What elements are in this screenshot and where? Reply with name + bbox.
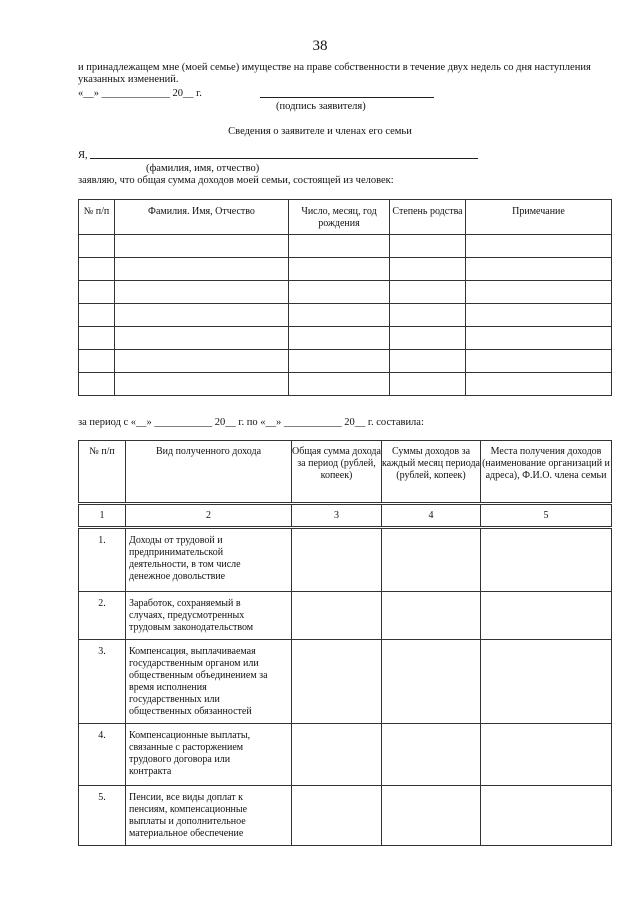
table-cell[interactable] xyxy=(292,724,382,786)
table-cell[interactable] xyxy=(289,350,390,373)
table-row xyxy=(79,528,612,592)
table-row xyxy=(79,281,612,304)
table-cell[interactable] xyxy=(79,258,115,281)
income-kind: Доходы от трудовой и предпринимательской деятельности, в том числе денежное довольствие xyxy=(126,528,292,592)
family-table-header xyxy=(79,200,612,235)
table-row xyxy=(79,258,612,281)
table-cell[interactable] xyxy=(115,327,289,350)
table-cell[interactable] xyxy=(115,281,289,304)
table-cell[interactable] xyxy=(466,373,612,396)
income-kind: Пенсии, все виды доплат к пенсиям, компенсационные выплаты и дополнительное материальное обеспечение xyxy=(126,786,292,846)
date-line: «__» _____________ 20__ г. xyxy=(78,88,202,99)
table-cell[interactable] xyxy=(481,640,612,724)
table-row xyxy=(79,724,612,786)
table-cell[interactable] xyxy=(390,350,466,373)
table-row xyxy=(79,327,612,350)
family-header-birthdate: Число, месяц, год рождения xyxy=(289,200,390,235)
table-cell[interactable] xyxy=(289,327,390,350)
table-cell[interactable] xyxy=(390,281,466,304)
table-cell[interactable] xyxy=(481,786,612,846)
family-table xyxy=(78,199,612,396)
column-number: 4 xyxy=(382,504,481,528)
income-table-header xyxy=(79,441,612,504)
table-cell[interactable] xyxy=(115,373,289,396)
row-number: 3. xyxy=(79,640,126,724)
table-cell[interactable] xyxy=(289,281,390,304)
column-number: 5 xyxy=(481,504,612,528)
income-header-num: № п/п xyxy=(79,441,126,504)
applicant-caption: (фамилия, имя, отчество) xyxy=(146,163,260,174)
table-cell[interactable] xyxy=(289,304,390,327)
table-cell[interactable] xyxy=(292,528,382,592)
period-line: за период с «__» ___________ 20__ г. по «__» ___________ 20__ г. составила: xyxy=(78,417,424,428)
table-cell[interactable] xyxy=(115,258,289,281)
table-cell[interactable] xyxy=(466,350,612,373)
row-number: 2. xyxy=(79,592,126,640)
table-cell[interactable] xyxy=(115,350,289,373)
table-cell[interactable] xyxy=(466,281,612,304)
table-cell[interactable] xyxy=(390,304,466,327)
income-header-total: Общая сумма дохода за период (рублей, копеек) xyxy=(292,441,382,504)
table-cell[interactable] xyxy=(382,724,481,786)
table-cell[interactable] xyxy=(289,235,390,258)
intro-line-1: и принадлежащем мне (моей семье) имуществе на праве собственности в течение двух недель со дня наступления xyxy=(78,62,591,73)
table-row xyxy=(79,235,612,258)
table-cell[interactable] xyxy=(390,258,466,281)
table-cell[interactable] xyxy=(382,592,481,640)
income-kind: Заработок, сохраняемый в случаях, предусмотренных трудовым законодательством xyxy=(126,592,292,640)
family-header-relation: Степень родства xyxy=(390,200,466,235)
income-kind: Компенсационные выплаты, связанные с расторжением трудового договора или контракта xyxy=(126,724,292,786)
table-cell[interactable] xyxy=(79,373,115,396)
table-cell[interactable] xyxy=(481,592,612,640)
income-kind: Компенсация, выплачиваемая государственным органом или общественным объединением за время исполнения государственных или общественных обязанностей xyxy=(126,640,292,724)
table-row xyxy=(79,304,612,327)
section-title: Сведения о заявителе и членах его семьи xyxy=(228,126,412,137)
column-number: 1 xyxy=(79,504,126,528)
income-header-kind: Вид полученного дохода xyxy=(126,441,292,504)
row-number: 1. xyxy=(79,528,126,592)
table-cell[interactable] xyxy=(79,281,115,304)
row-number: 4. xyxy=(79,724,126,786)
table-cell[interactable] xyxy=(481,528,612,592)
table-cell[interactable] xyxy=(79,304,115,327)
table-row xyxy=(79,350,612,373)
table-cell[interactable] xyxy=(289,373,390,396)
table-row xyxy=(79,592,612,640)
family-header-num: № п/п xyxy=(79,200,115,235)
income-header-monthly: Суммы доходов за каждый месяц периода (рублей, копеек) xyxy=(382,441,481,504)
table-cell[interactable] xyxy=(382,786,481,846)
table-cell[interactable] xyxy=(466,327,612,350)
table-row xyxy=(79,640,612,724)
table-cell[interactable] xyxy=(466,258,612,281)
family-header-name: Фамилия. Имя, Отчество xyxy=(115,200,289,235)
intro-line-2: указанных изменений. xyxy=(78,74,179,85)
column-number: 2 xyxy=(126,504,292,528)
table-cell[interactable] xyxy=(292,640,382,724)
table-cell[interactable] xyxy=(292,786,382,846)
column-number: 3 xyxy=(292,504,382,528)
signature-line xyxy=(260,97,434,98)
row-number: 5. xyxy=(79,786,126,846)
signature-caption: (подпись заявителя) xyxy=(276,101,366,112)
table-cell[interactable] xyxy=(390,327,466,350)
table-cell[interactable] xyxy=(79,235,115,258)
table-cell[interactable] xyxy=(292,592,382,640)
table-cell[interactable] xyxy=(79,327,115,350)
table-cell[interactable] xyxy=(115,304,289,327)
column-number-row xyxy=(79,504,612,528)
applicant-name-line xyxy=(90,158,478,159)
page-number: 38 xyxy=(312,38,328,54)
table-cell[interactable] xyxy=(79,350,115,373)
table-cell[interactable] xyxy=(481,724,612,786)
table-cell[interactable] xyxy=(466,235,612,258)
table-cell[interactable] xyxy=(382,640,481,724)
applicant-prefix: Я, xyxy=(78,150,88,161)
income-header-source: Места получения доходов (наименование организаций и адреса), Ф.И.О. члена семьи xyxy=(481,441,612,504)
table-cell[interactable] xyxy=(382,528,481,592)
table-cell[interactable] xyxy=(115,235,289,258)
table-cell[interactable] xyxy=(289,258,390,281)
applicant-statement: заявляю, что общая сумма доходов моей семьи, состоящей из человек: xyxy=(78,175,394,186)
table-cell[interactable] xyxy=(466,304,612,327)
table-cell[interactable] xyxy=(390,235,466,258)
family-header-note: Примечание xyxy=(466,200,612,235)
table-row xyxy=(79,786,612,846)
income-table xyxy=(78,440,612,846)
table-row xyxy=(79,373,612,396)
table-cell[interactable] xyxy=(390,373,466,396)
